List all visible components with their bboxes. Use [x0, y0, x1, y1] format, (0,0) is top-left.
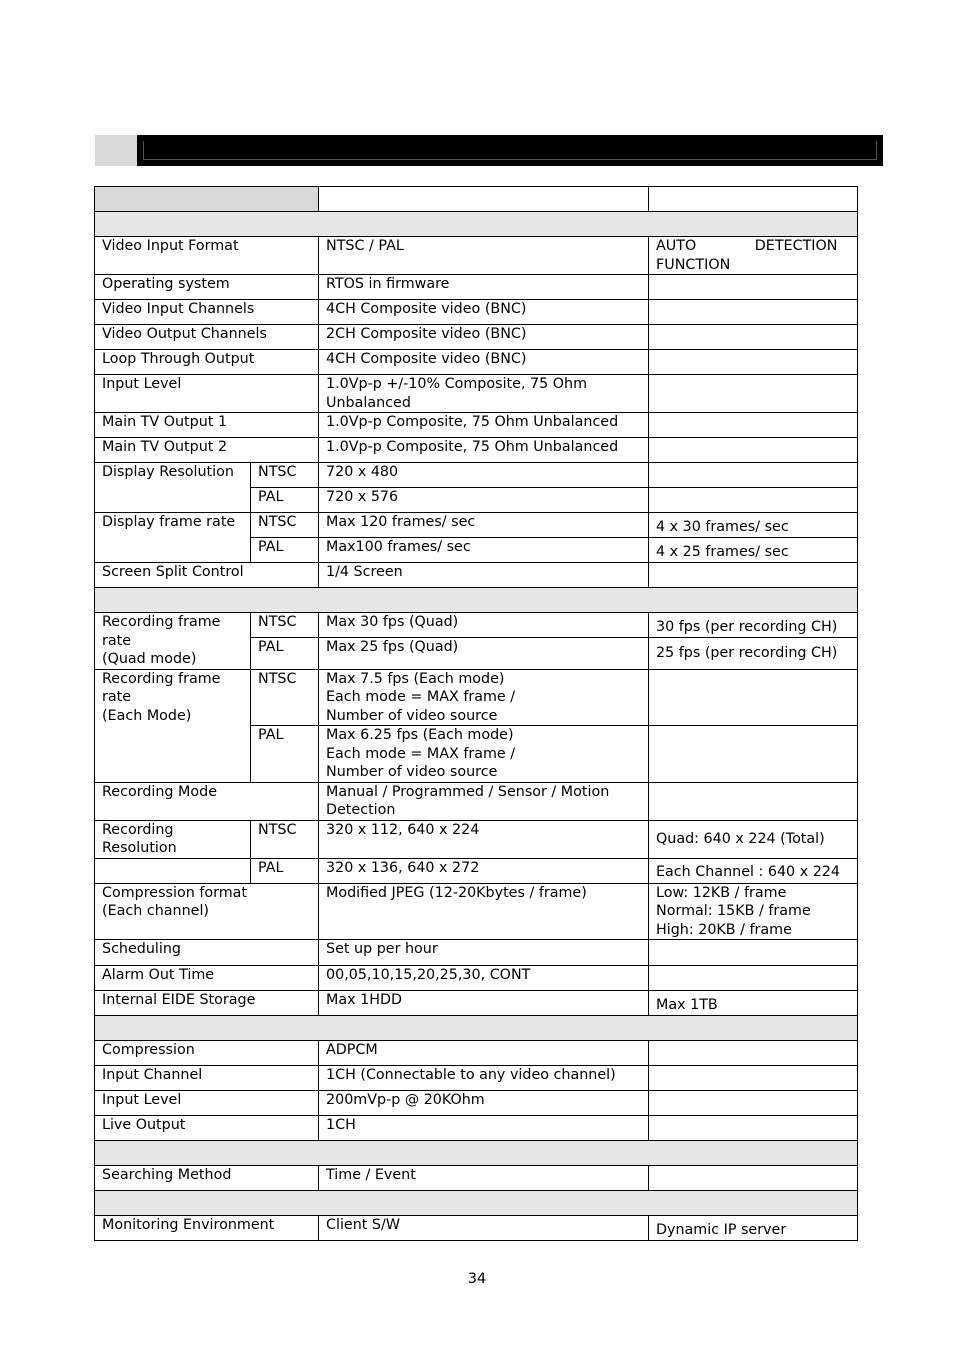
table-row — [95, 1216, 858, 1241]
row-note — [649, 1091, 858, 1116]
table-row — [95, 940, 858, 966]
row-label: Recording Mode — [95, 782, 319, 820]
table-row — [95, 966, 858, 991]
row-spec: 1.0Vp-p Composite, 75 Ohm Unbalanced — [319, 438, 649, 463]
row-label: Live Output — [95, 1116, 319, 1141]
row-label: Recording frame rate (Each Mode) — [95, 669, 251, 782]
row-note: Quad: 640 x 224 (Total) — [649, 820, 858, 858]
table-row — [95, 782, 858, 820]
row-spec: 720 x 576 — [319, 488, 649, 513]
row-spec: Max 30 fps (Quad) — [319, 613, 649, 638]
row-note — [649, 1116, 858, 1141]
row-label: Internal EIDE Storage — [95, 991, 319, 1016]
row-standard: PAL — [251, 726, 319, 783]
section-row-search — [95, 1141, 858, 1166]
row-label: Input Level — [95, 375, 319, 413]
row-spec: 4CH Composite video (BNC) — [319, 300, 649, 325]
table-row — [95, 1116, 858, 1141]
row-note — [649, 726, 858, 783]
row-spec: 00,05,10,15,20,25,30, CONT — [319, 966, 649, 991]
row-label: Loop Through Output — [95, 350, 319, 375]
row-label: Monitoring Environment — [95, 1216, 319, 1241]
specification-table — [94, 186, 858, 1241]
row-spec: 1CH (Connectable to any video channel) — [319, 1066, 649, 1091]
row-standard: NTSC — [251, 820, 319, 858]
row-note — [649, 940, 858, 966]
section-row-audio — [95, 1016, 858, 1041]
row-label: Recording frame rate (Quad mode) — [95, 613, 251, 670]
row-spec: 320 x 112, 640 x 224 — [319, 820, 649, 858]
row-spec: 200mVp-p @ 20KOhm — [319, 1091, 649, 1116]
row-label: Main TV Output 1 — [95, 413, 319, 438]
table-row — [95, 669, 858, 726]
table-row — [95, 563, 858, 588]
row-note — [649, 325, 858, 350]
row-spec: Set up per hour — [319, 940, 649, 966]
row-spec: Max 120 frames/ sec — [319, 513, 649, 538]
row-label: Compression format (Each channel) — [95, 883, 319, 940]
row-label: Searching Method — [95, 1166, 319, 1191]
page-number: 34 — [467, 1271, 487, 1287]
row-note — [649, 463, 858, 488]
table-row — [95, 858, 858, 883]
row-spec: 1CH — [319, 1116, 649, 1141]
row-label: Display Resolution — [95, 463, 251, 513]
row-spec: 320 x 136, 640 x 272 — [319, 858, 649, 883]
row-note: 4 x 25 frames/ sec — [649, 538, 858, 563]
row-note — [649, 1066, 858, 1091]
row-label: Recording Resolution — [95, 820, 251, 858]
section-header-marker — [95, 135, 137, 166]
row-note: Max 1TB — [649, 991, 858, 1016]
row-note — [649, 669, 858, 726]
row-label: Scheduling — [95, 940, 319, 966]
row-note — [649, 1166, 858, 1191]
row-label: Main TV Output 2 — [95, 438, 319, 463]
table-header-row — [95, 187, 858, 212]
row-spec: Max 25 fps (Quad) — [319, 638, 649, 669]
row-spec: 2CH Composite video (BNC) — [319, 325, 649, 350]
row-note: Low: 12KB / frame Normal: 15KB / frame High: 20KB / frame — [649, 883, 858, 940]
row-spec: 4CH Composite video (BNC) — [319, 350, 649, 375]
row-label: Video Input Format — [95, 237, 319, 275]
table-row — [95, 375, 858, 413]
header-cell-item — [95, 187, 319, 212]
row-note — [649, 782, 858, 820]
row-note — [649, 413, 858, 438]
row-note: 25 fps (per recording CH) — [649, 638, 858, 669]
row-label: Screen Split Control — [95, 563, 319, 588]
row-standard: NTSC — [251, 669, 319, 726]
row-label: Video Input Channels — [95, 300, 319, 325]
row-note — [649, 275, 858, 300]
row-standard: PAL — [251, 858, 319, 883]
table-row — [95, 438, 858, 463]
section-row-video — [95, 212, 858, 237]
row-note: AUTO DETECTION FUNCTION — [649, 237, 858, 275]
row-standard: PAL — [251, 638, 319, 669]
table-row — [95, 350, 858, 375]
row-note: 4 x 30 frames/ sec — [649, 513, 858, 538]
row-spec: 1.0Vp-p +/-10% Composite, 75 Ohm Unbalanced — [319, 375, 649, 413]
row-label: Operating system — [95, 275, 319, 300]
table-row — [95, 1041, 858, 1066]
table-row — [95, 883, 858, 940]
row-spec: RTOS in firmware — [319, 275, 649, 300]
row-note — [649, 966, 858, 991]
row-spec: NTSC / PAL — [319, 237, 649, 275]
row-spec: Max 6.25 fps (Each mode) Each mode = MAX frame / Number of video source — [319, 726, 649, 783]
row-spec: Max 7.5 fps (Each mode) Each mode = MAX frame / Number of video source — [319, 669, 649, 726]
row-note — [649, 350, 858, 375]
table-row — [95, 820, 858, 858]
table-row — [95, 325, 858, 350]
table-row — [95, 275, 858, 300]
row-note: Each Channel : 640 x 224 — [649, 858, 858, 883]
row-spec: Manual / Programmed / Sensor / Motion Detection — [319, 782, 649, 820]
table-row — [95, 300, 858, 325]
row-spec: Max 1HDD — [319, 991, 649, 1016]
row-note: Dynamic IP server — [649, 1216, 858, 1241]
table-row — [95, 991, 858, 1016]
section-row-network — [95, 1191, 858, 1216]
section-header-bar — [137, 135, 883, 166]
table-row — [95, 613, 858, 638]
row-label: Input Channel — [95, 1066, 319, 1091]
header-cell-note — [649, 187, 858, 212]
row-spec: 1/4 Screen — [319, 563, 649, 588]
row-spec: Client S/W — [319, 1216, 649, 1241]
row-spec: Time / Event — [319, 1166, 649, 1191]
row-note — [649, 488, 858, 513]
row-label: Compression — [95, 1041, 319, 1066]
row-label: Input Level — [95, 1091, 319, 1116]
row-standard: NTSC — [251, 463, 319, 488]
row-spec: 720 x 480 — [319, 463, 649, 488]
row-spec: 1.0Vp-p Composite, 75 Ohm Unbalanced — [319, 413, 649, 438]
section-row-recording — [95, 588, 858, 613]
row-label: Video Output Channels — [95, 325, 319, 350]
row-standard: NTSC — [251, 513, 319, 538]
row-standard: NTSC — [251, 613, 319, 638]
row-note: 30 fps (per recording CH) — [649, 613, 858, 638]
row-label-empty — [95, 858, 251, 883]
row-note — [649, 300, 858, 325]
table-row — [95, 513, 858, 538]
table-row — [95, 1091, 858, 1116]
table-row — [95, 413, 858, 438]
table-row — [95, 1066, 858, 1091]
row-note — [649, 438, 858, 463]
row-spec: Modified JPEG (12-20Kbytes / frame) — [319, 883, 649, 940]
row-label: Display frame rate — [95, 513, 251, 563]
table-row — [95, 463, 858, 488]
row-standard: PAL — [251, 488, 319, 513]
row-note — [649, 1041, 858, 1066]
row-spec: Max100 frames/ sec — [319, 538, 649, 563]
table-row — [95, 1166, 858, 1191]
row-standard: PAL — [251, 538, 319, 563]
header-cell-spec — [319, 187, 649, 212]
row-spec: ADPCM — [319, 1041, 649, 1066]
row-note — [649, 375, 858, 413]
table-row — [95, 237, 858, 275]
row-label: Alarm Out Time — [95, 966, 319, 991]
row-note — [649, 563, 858, 588]
